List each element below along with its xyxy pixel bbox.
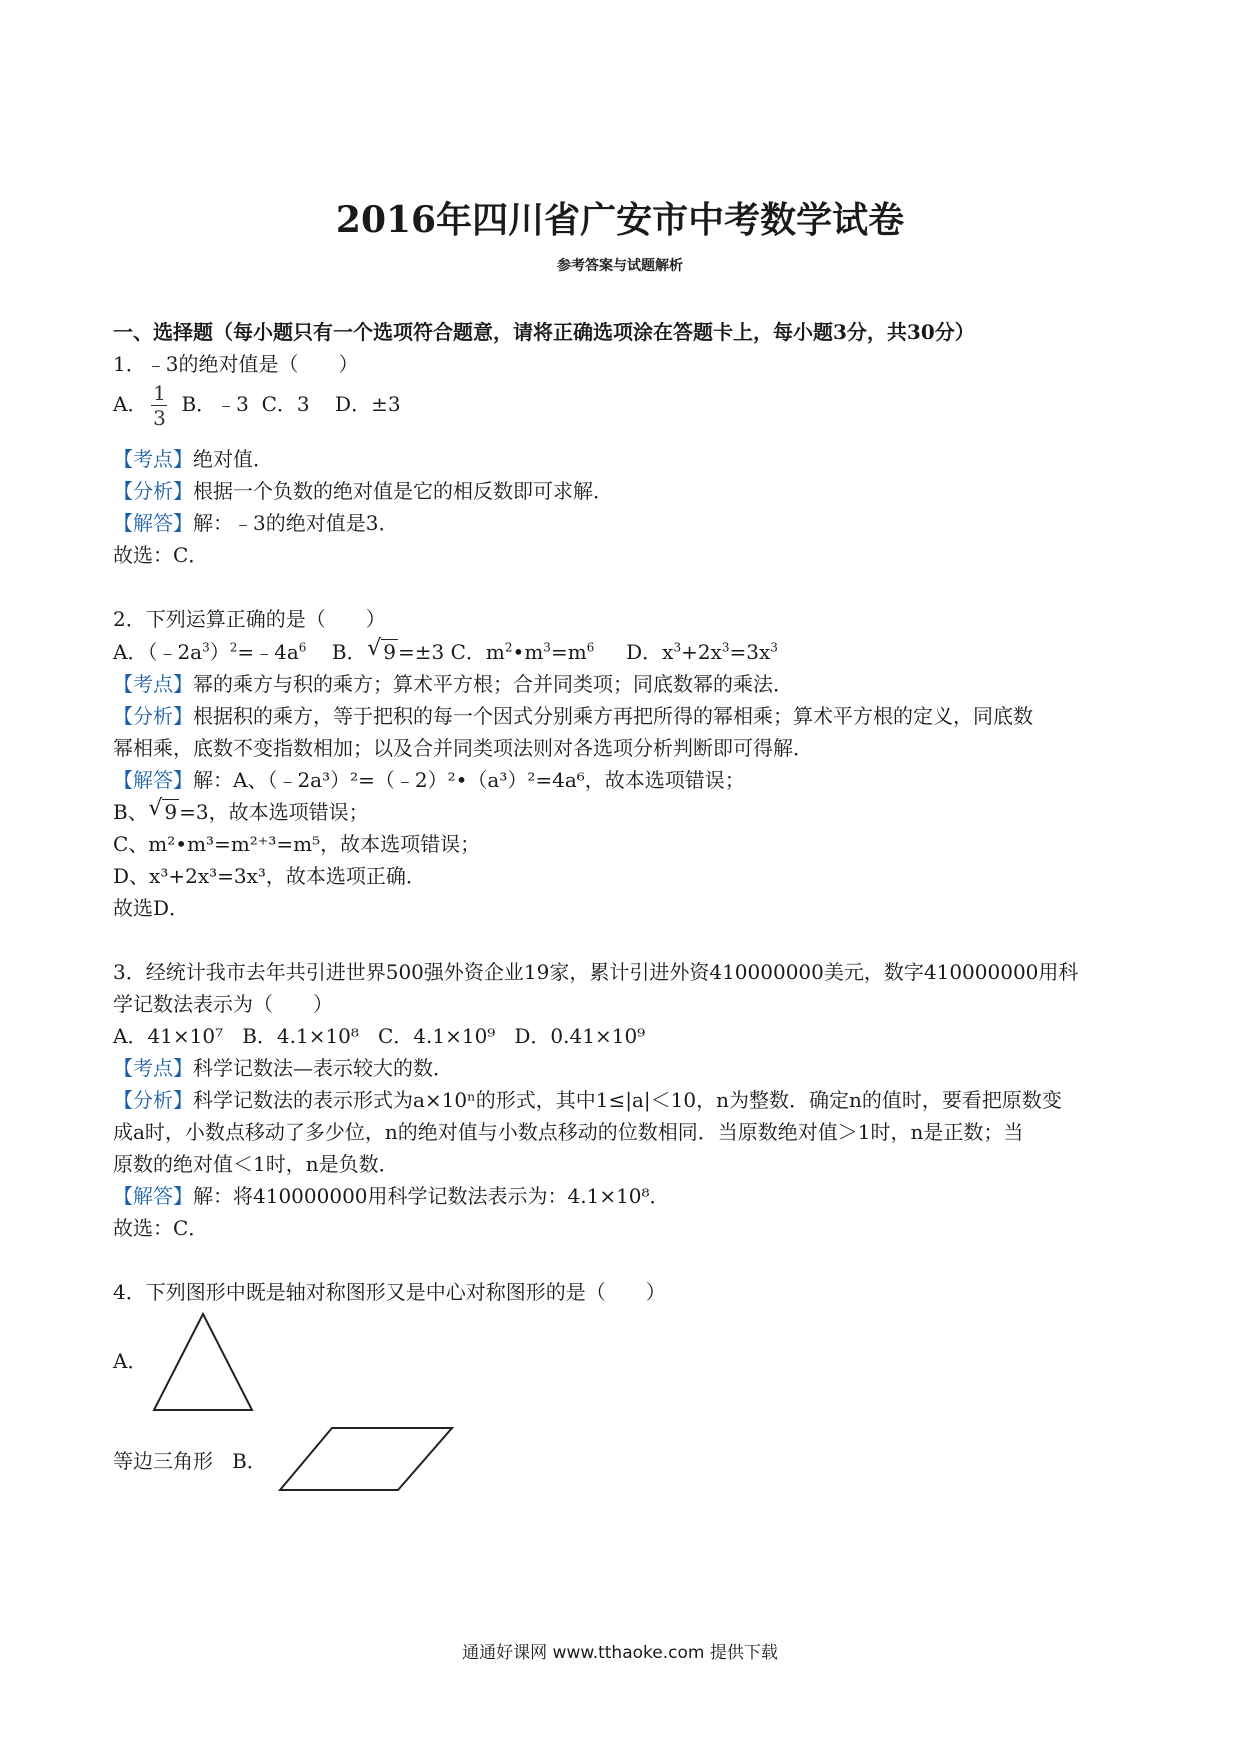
page-footer: 通通好课网 www.tthaoke.com 提供下载	[462, 1643, 778, 1663]
q3-jieda: 【解答】解：将410000000用科学记数法表示为：4.1×10⁸．	[113, 1184, 670, 1208]
q3-fenxi: 【分析】科学记数法的表示形式为a×10ⁿ的形式，其中1≤|a|＜10，n为整数．确定n的值时，要看把原数变	[113, 1088, 1062, 1112]
q1-stem: 1．﹣3的绝对值是（ ）	[113, 352, 359, 376]
q3-fenxi-cont: 成a时，小数点移动了多少位，n的绝对值与小数点移动的位数相同．当原数绝对值＞1时，n是正数；当	[113, 1120, 1024, 1144]
q4-caption: 等边三角形 B．	[113, 1449, 267, 1473]
q1-option-a-label: A．	[113, 392, 148, 416]
q2-jieda-d: D、x³+2x³=3x³，故本选项正确．	[113, 864, 426, 888]
sqrt-nine: √ 9	[381, 639, 398, 664]
q3-choice: 故选：C．	[113, 1216, 209, 1240]
q1-choice: 故选：C．	[113, 543, 209, 567]
sqrt-nine-2: √ 9	[162, 799, 179, 824]
q3-fenxi-cont-2: 原数的绝对值＜1时，n是负数．	[113, 1152, 399, 1176]
page-subtitle: 参考答案与试题解析	[557, 258, 683, 274]
page-title: 2016年四川省广安市中考数学试卷	[335, 199, 905, 241]
q2-options: A．$(﹣2a^3)^2=﹣4a^6$ B． √ 9 =±3 C．$m^2•m^3=m^6$ D．$x^3+2x^3=3x^3$	[113, 636, 778, 665]
q4-option-b-label: B．	[232, 1449, 267, 1473]
triangle-figure	[148, 1310, 258, 1420]
section-heading: 一、选择题（每小题只有一个选项符合题意，请将正确选项涂在答题卡上，每小题3分，共30分）	[113, 320, 975, 344]
q2-kaodian: 【考点】幂的乘方与积的乘方；算术平方根；合并同类项；同底数幂的乘法．	[113, 672, 793, 696]
q1-options-rest: B．﹣3 C．3 D．±3	[181, 392, 401, 416]
q1-fenxi: 【分析】根据一个负数的绝对值是它的相反数即可求解．	[113, 479, 613, 503]
q3-stem: 3．经统计我市去年共引进世界500强外资企业19家，累计引进外资410000000美元，数字410000000用科	[113, 960, 1079, 984]
q4-option-a-label: A．	[113, 1349, 148, 1373]
q2-stem: 2．下列运算正确的是（ ）	[113, 607, 386, 631]
q3-stem-cont: 学记数法表示为（ ）	[113, 992, 333, 1016]
fraction-one-third: $\frac{1}{3}$	[153, 381, 166, 430]
q1-options	[113, 382, 401, 429]
q2-fenxi: 【分析】根据积的乘方，等于把积的每一个因式分别乘方再把所得的幂相乘；算术平方根的定义，同底数	[113, 704, 1033, 728]
q4-stem: 4．下列图形中既是轴对称图形又是中心对称图形的是（ ）	[113, 1280, 666, 1304]
q1-jieda: 【解答】解：﹣3的绝对值是3．	[113, 511, 399, 535]
q2-fenxi-cont: 幂相乘，底数不变指数相加；以及合并同类项法则对各选项分析判断即可得解．	[113, 736, 813, 760]
q2-jieda-c: C、m²•m³=m²⁺³=m⁵，故本选项错误；	[113, 832, 481, 856]
q2-jieda-b: B、 √ 9 =3，故本选项错误；	[113, 796, 369, 825]
q3-options: A．41×10⁷ B．4.1×10⁸ C．4.1×10⁹ D．0.41×10⁹	[113, 1024, 646, 1048]
q2-jieda: 【解答】解：A、（﹣2a³）²=（﹣2）²•（a³）²=4a⁶，故本选项错误；	[113, 768, 745, 792]
q1-kaodian: 【考点】绝对值．	[113, 447, 273, 471]
parallelogram-figure	[278, 1424, 458, 1494]
q3-kaodian: 【考点】科学记数法—表示较大的数．	[113, 1056, 453, 1080]
q2-choice: 故选D．	[113, 896, 190, 920]
